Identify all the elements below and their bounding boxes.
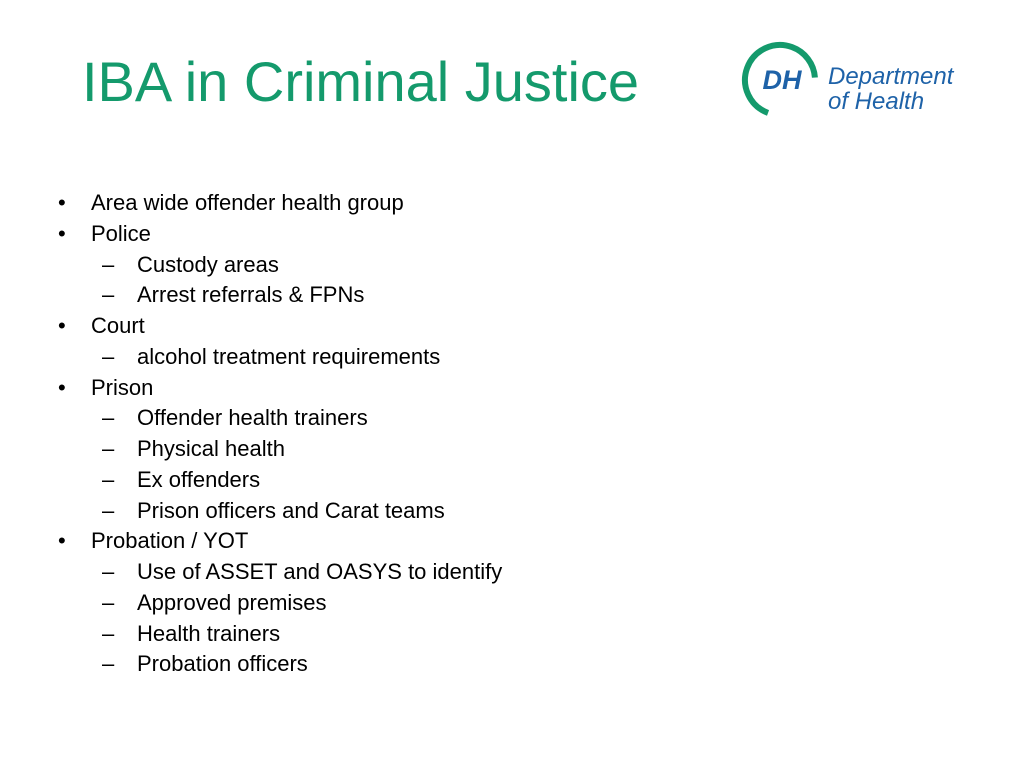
dash-marker: – [102,436,115,461]
bullet-text: Probation / YOT [91,528,249,554]
dash-marker: – [102,405,115,431]
bullet-text: Use of ASSET and OASYS to identify [137,559,503,584]
bullet-text: Physical health [137,436,285,461]
bullet-text: Custody areas [137,251,279,277]
bullet-text: Offender health trainers [137,405,368,431]
logo-line-of-health: of Health [828,88,925,115]
dash-marker: – [102,497,115,523]
bullet-marker: • [58,313,66,338]
dash-marker: – [102,466,115,492]
bullet-marker: • [58,374,66,400]
bullet-text: Probation officers [137,651,308,677]
bullet-text: Arrest referrals & FPNs [137,282,365,308]
logo-wordmark [828,64,953,114]
logo-initials: DH [762,65,802,95]
dash-marker: – [102,620,115,646]
bullet-text: Ex offenders [137,466,261,492]
bullet-marker: • [58,190,66,215]
logo-line-department: Department [828,63,954,90]
bullet-text: Court [91,313,145,338]
bullet-text: Health trainers [137,620,281,646]
dash-marker: – [102,559,115,584]
dash-marker: – [102,589,115,615]
dh-emblem-icon [738,40,828,120]
bullet-text: Approved premises [137,589,327,615]
bullet-text: Area wide offender health group [91,190,404,215]
bullet-marker: • [58,528,66,554]
bullet-text: Prison officers and Carat teams [137,497,445,523]
dash-marker: – [102,282,115,308]
department-of-health-logo [738,40,978,120]
dash-marker: – [102,343,115,369]
bullet-text: Police [91,220,151,246]
bullet-text: alcohol treatment requirements [137,343,441,369]
dash-marker: – [102,651,115,677]
bullet-text: Prison [91,374,154,400]
slide-title: IBA in Criminal Justice [82,50,640,113]
bullet-marker: • [58,220,66,246]
dash-marker: – [102,251,115,277]
